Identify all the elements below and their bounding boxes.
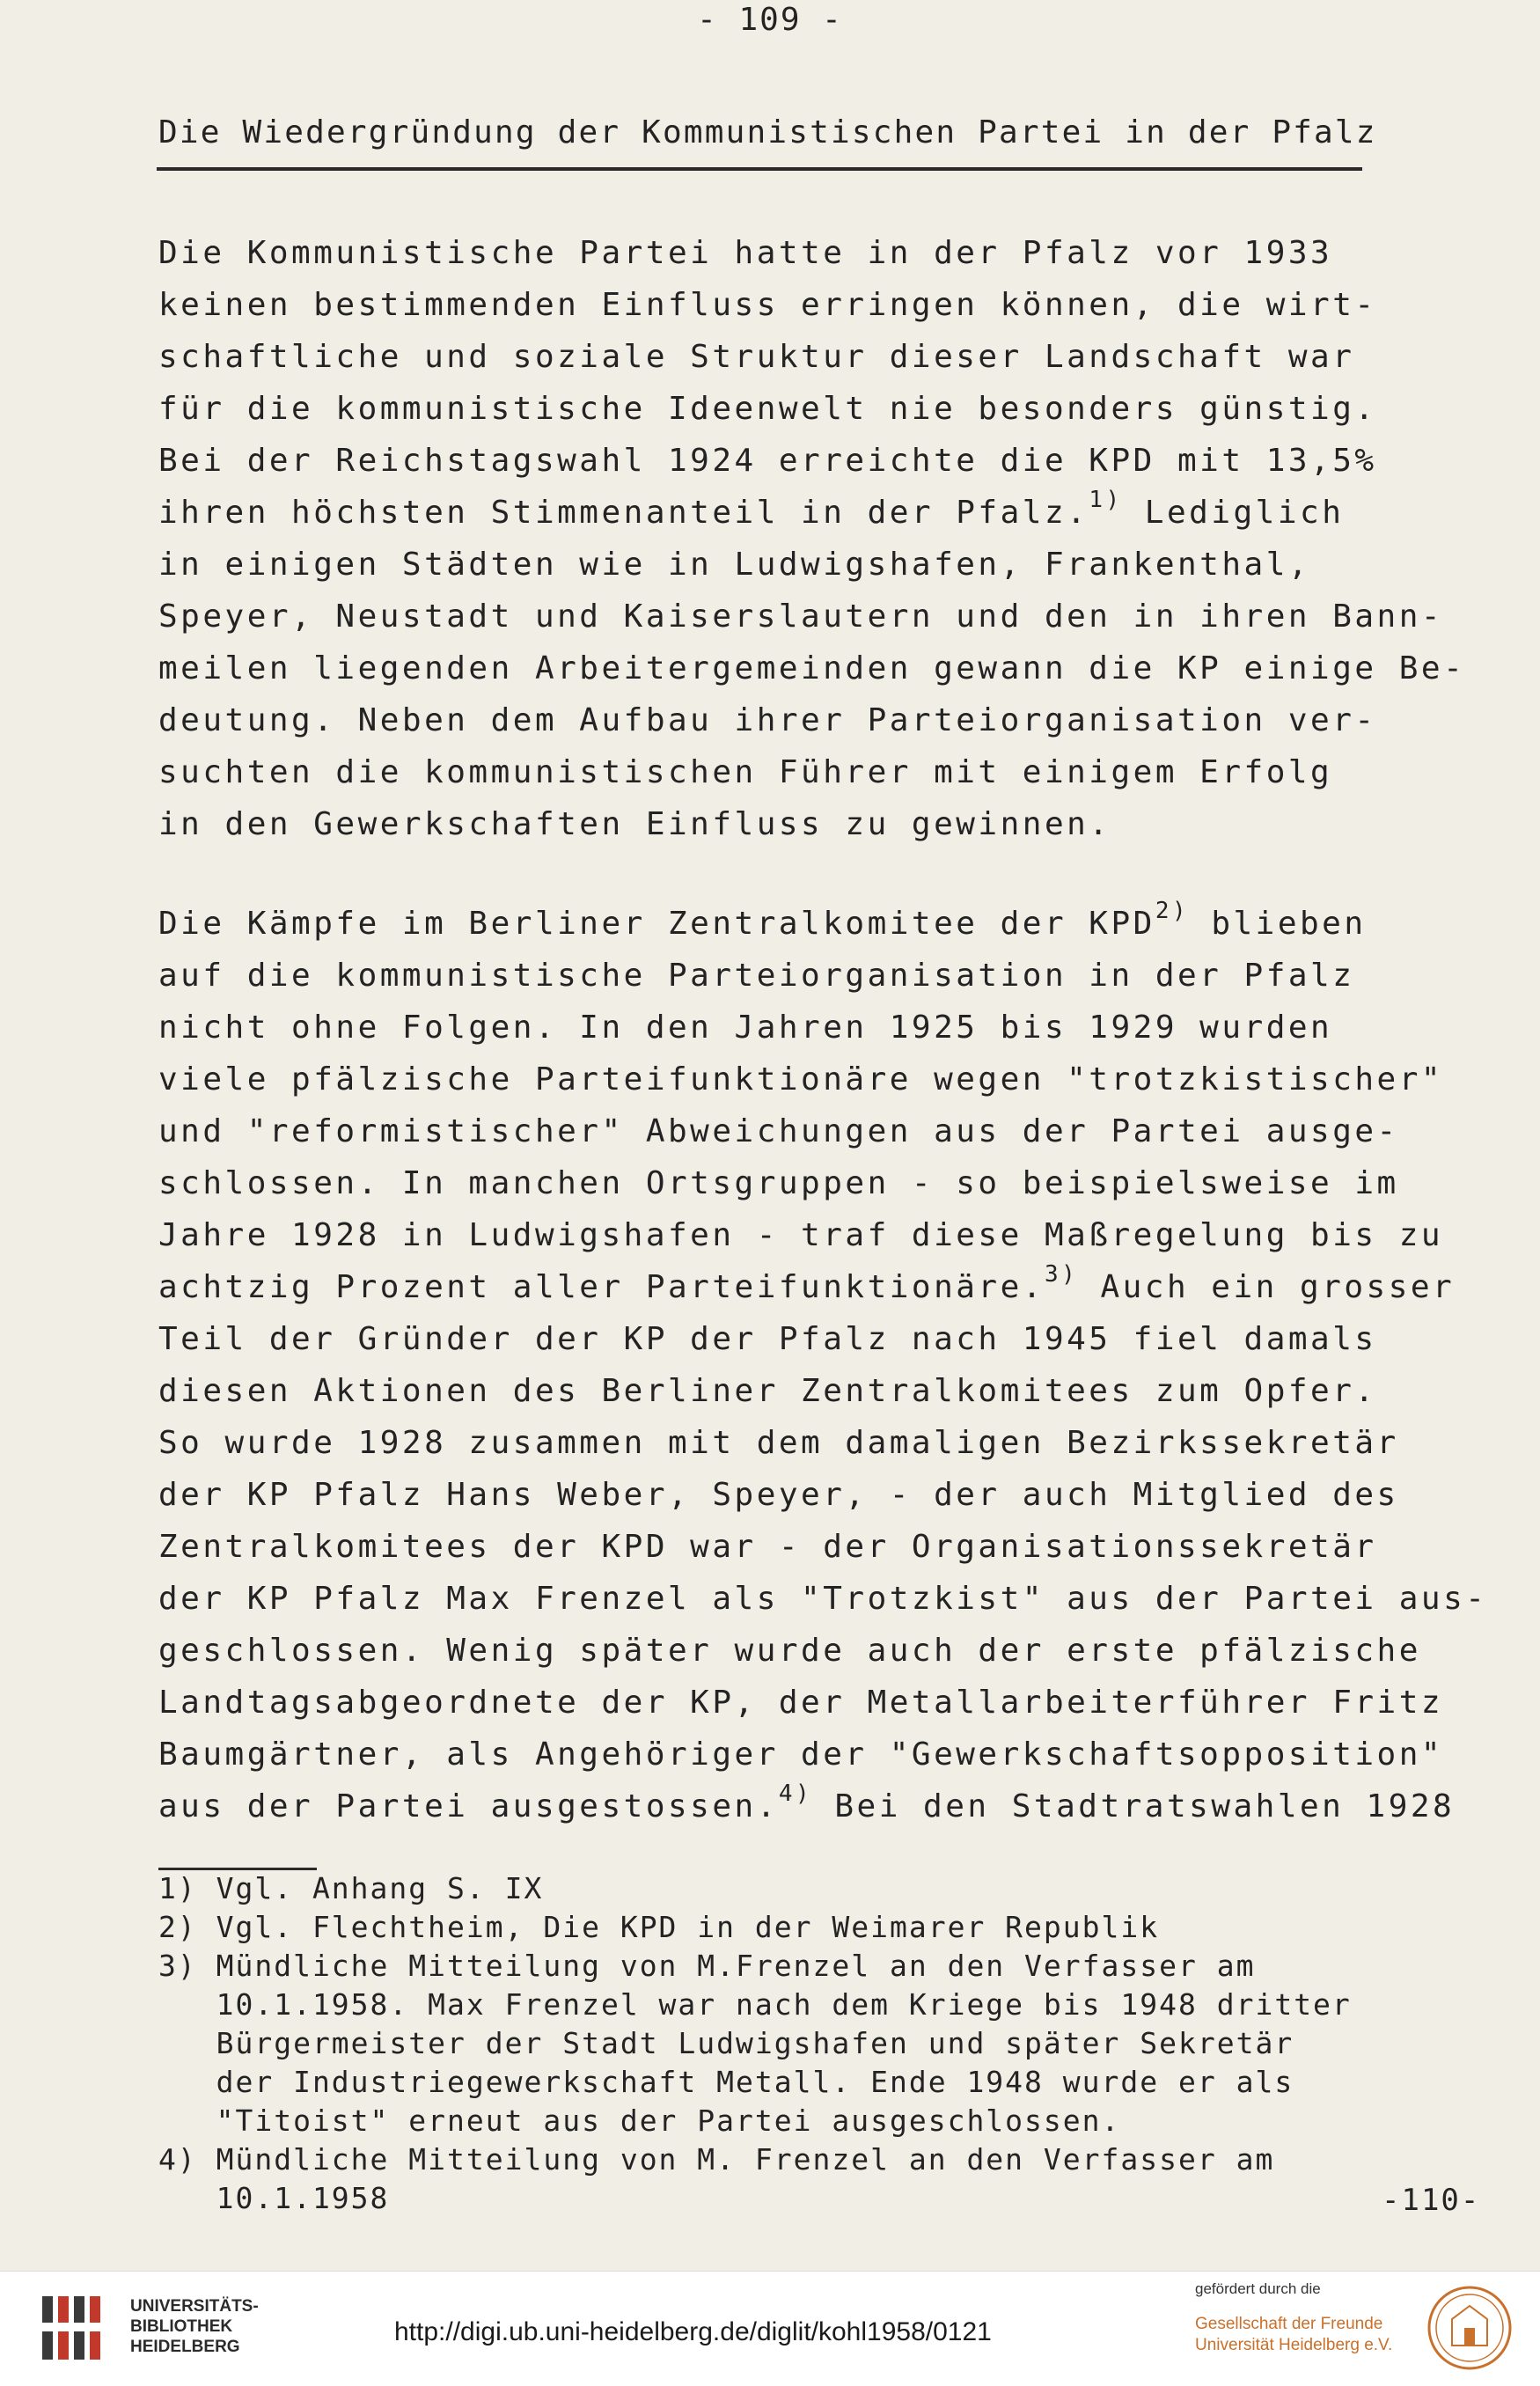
text-line: Zentralkomitees der KPD war - der Organisationssekretär bbox=[158, 1529, 1377, 1565]
text-line: deutung. Neben dem Aufbau ihrer Parteiorganisation ver- bbox=[158, 702, 1377, 738]
text-line: achtzig Prozent aller Parteifunktionäre. bbox=[158, 1269, 1045, 1305]
society-name: Gesellschaft der Freunde Universität Heidelberg e.V. bbox=[1195, 2315, 1393, 2354]
text-line: Baumgärtner, als Angehöriger der "Gewerkschaftsopposition" bbox=[158, 1736, 1444, 1773]
footnote-line: 3) Mündliche Mitteilung von M.Frenzel an den Verfasser am bbox=[158, 1949, 1256, 1983]
text-line: der KP Pfalz Hans Weber, Speyer, - der auch Mitglied des bbox=[158, 1477, 1399, 1513]
text-line: Die Kämpfe im Berliner Zentralkomitee der KPD bbox=[158, 906, 1155, 942]
text-line: auf die kommunistische Parteiorganisation in der Pfalz bbox=[158, 958, 1355, 994]
text-line: viele pfälzische Parteifunktionäre wegen "trotzkistischer" bbox=[158, 1061, 1444, 1098]
footnote-line: der Industriegewerkschaft Metall. Ende 1948 wurde er als bbox=[158, 2065, 1294, 2099]
text-line: Lediglich bbox=[1122, 495, 1345, 531]
chapter-title: Die Wiedergründung der Kommunistischen Partei in der Pfalz bbox=[158, 114, 1377, 151]
text-line: nicht ohne Folgen. In den Jahren 1925 bis 1929 wurden bbox=[158, 1009, 1333, 1046]
text-line: diesen Aktionen des Berliner Zentralkomitees zum Opfer. bbox=[158, 1373, 1377, 1409]
footnote-line: 10.1.1958 bbox=[158, 2181, 390, 2215]
footer-bar bbox=[0, 2271, 1540, 2386]
funded-by-label: gefördert durch die bbox=[1195, 2280, 1321, 2297]
text-line: der KP Pfalz Max Frenzel als "Trotzkist" aus der Partei aus- bbox=[158, 1581, 1488, 1617]
page-number: - 109 - bbox=[697, 2, 843, 38]
text-line: Bei den Stadtratswahlen 1928 bbox=[812, 1788, 1456, 1824]
text-line: Die Kommunistische Partei hatte in der Pfalz vor 1933 bbox=[158, 235, 1333, 271]
text-line: meilen liegenden Arbeitergemeinden gewann die KP einige Be- bbox=[158, 650, 1466, 686]
university-seal-icon bbox=[1426, 2284, 1514, 2372]
text-line: schlossen. In manchen Ortsgruppen - so beispielsweise im bbox=[158, 1165, 1399, 1201]
title-underline bbox=[157, 167, 1362, 171]
footnote-line: 4) Mündliche Mitteilung von M. Frenzel an den Verfasser am bbox=[158, 2142, 1275, 2177]
footnote-mark: 3) bbox=[1044, 1261, 1079, 1288]
text-line: suchten die kommunistischen Führer mit einigem Erfolg bbox=[158, 754, 1333, 790]
text-line: Bei der Reichstagswahl 1924 erreichte die KPD mit 13,5% bbox=[158, 443, 1377, 479]
text-line: So wurde 1928 zusammen mit dem damaligen Bezirkssekretär bbox=[158, 1425, 1399, 1461]
footnotes bbox=[158, 1869, 1443, 2218]
footnote-mark: 4) bbox=[778, 1780, 813, 1807]
paragraph-1 bbox=[158, 227, 1466, 850]
permalink-url[interactable]: http://digi.ub.uni-heidelberg.de/diglit/kohl1958/0121 bbox=[394, 2317, 992, 2346]
text-line: aus der Partei ausgestossen. bbox=[158, 1788, 779, 1824]
library-logo-icon bbox=[37, 2289, 114, 2367]
footnote-mark: 2) bbox=[1155, 898, 1190, 924]
text-line: Teil der Gründer der KP der Pfalz nach 1945 fiel damals bbox=[158, 1321, 1377, 1357]
text-line: keinen bestimmenden Einfluss erringen können, die wirt- bbox=[158, 287, 1377, 323]
paragraph-2 bbox=[158, 898, 1488, 1832]
text-line: schaftliche und soziale Struktur dieser Landschaft war bbox=[158, 339, 1355, 375]
text-line: Jahre 1928 in Ludwigshafen - traf diese Maßregelung bis zu bbox=[158, 1217, 1444, 1253]
text-line: Landtagsabgeordnete der KP, der Metallarbeiterführer Fritz bbox=[158, 1685, 1444, 1721]
footnote-line: 10.1.1958. Max Frenzel war nach dem Kriege bis 1948 dritter bbox=[158, 1987, 1352, 2022]
text-line: Auch ein grosser bbox=[1078, 1269, 1456, 1305]
text-line: für die kommunistische Ideenwelt nie besonders günstig. bbox=[158, 391, 1377, 427]
text-line: in den Gewerkschaften Einfluss zu gewinnen. bbox=[158, 806, 1111, 842]
text-line: in einigen Städten wie in Ludwigshafen, Frankenthal, bbox=[158, 547, 1311, 583]
footnote-line: Bürgermeister der Stadt Ludwigshafen und später Sekretär bbox=[158, 2026, 1294, 2060]
text-line: blieben bbox=[1189, 906, 1367, 942]
footnote-line: 2) Vgl. Flechtheim, Die KPD in der Weimarer Republik bbox=[158, 1910, 1160, 1944]
text-line: Speyer, Neustadt und Kaiserslautern und den in ihren Bann- bbox=[158, 598, 1444, 635]
next-page-marker: -110- bbox=[1382, 2183, 1481, 2218]
text-line: geschlossen. Wenig später wurde auch der erste pfälzische bbox=[158, 1633, 1421, 1669]
footnote-mark: 1) bbox=[1089, 487, 1123, 513]
library-name: UNIVERSITÄTS- BIBLIOTHEK HEIDELBERG bbox=[130, 2297, 259, 2356]
text-line: ihren höchsten Stimmenanteil in der Pfalz. bbox=[158, 495, 1089, 531]
footnote-line: 1) Vgl. Anhang S. IX bbox=[158, 1871, 544, 1905]
footnote-line: "Titoist" erneut aus der Partei ausgeschlossen. bbox=[158, 2103, 1121, 2138]
text-line: und "reformistischer" Abweichungen aus der Partei ausge- bbox=[158, 1113, 1399, 1149]
